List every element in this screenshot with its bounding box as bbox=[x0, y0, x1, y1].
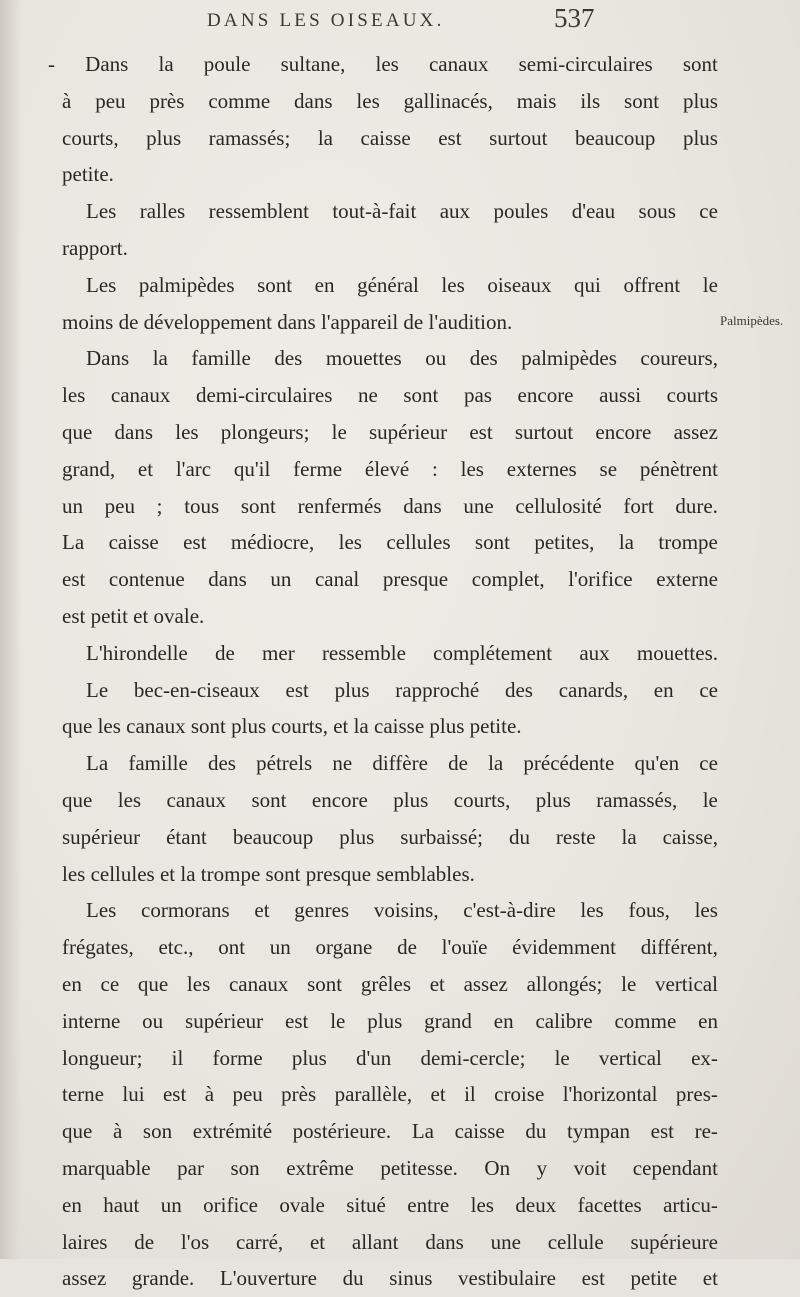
text-line: petite. bbox=[62, 162, 114, 187]
body-text bbox=[48, 46, 718, 1297]
text-line: assez grande. L'ouverture du sinus vestibulaire est petite et bbox=[62, 1266, 718, 1291]
text-line: les canaux demi-circulaires ne sont pas encore aussi courts bbox=[62, 383, 718, 408]
text-line: Les palmipèdes sont en général les oiseaux qui offrent le bbox=[86, 272, 718, 297]
text-line: Les ralles ressemblent tout-à-fait aux poules d'eau sous ce bbox=[86, 199, 718, 224]
text-line: Dans la famille des mouettes ou des palmipèdes coureurs, bbox=[86, 346, 718, 371]
text-line: courts, plus ramassés; la caisse est surtout beaucoup plus bbox=[62, 125, 718, 150]
text-line: Les cormorans et genres voisins, c'est-à-dire les fous, les bbox=[86, 898, 718, 923]
text-line: Le bec-en-ciseaux est plus rapproché des canards, en ce bbox=[86, 677, 718, 702]
margin-note: Palmipèdes. bbox=[720, 313, 784, 328]
text-line: supérieur étant beaucoup plus surbaissé; du reste la caisse, bbox=[62, 824, 718, 849]
text-line: laires de l'os carré, et allant dans une cellule supérieure bbox=[62, 1229, 718, 1254]
text-line: frégates, etc., ont un organe de l'ouïe évidemment différent, bbox=[62, 935, 718, 960]
text-line: que dans les plongeurs; le supérieur est surtout encore assez bbox=[62, 419, 718, 444]
text-line: longueur; il forme plus d'un demi-cercle; le vertical ex- bbox=[62, 1045, 718, 1070]
text-line: grand, et l'arc qu'il ferme élevé : les externes se pénètrent bbox=[62, 456, 718, 481]
text-line: marquable par son extrême petitesse. On y voit cependant bbox=[62, 1155, 718, 1180]
text-line: un peu ; tous sont renfermés dans une cellulosité fort dure. bbox=[62, 493, 718, 518]
text-line: La famille des pétrels ne diffère de la précédente qu'en ce bbox=[86, 751, 718, 776]
text-line: La caisse est médiocre, les cellules sont petites, la trompe bbox=[62, 530, 718, 555]
running-head: DANS LES OISEAUX. bbox=[207, 10, 445, 31]
text-line: L'hirondelle de mer ressemble complétement aux mouettes. bbox=[86, 640, 718, 665]
text-line: que les canaux sont encore plus courts, plus ramassés, le bbox=[62, 787, 718, 812]
page-number: 537 bbox=[554, 3, 595, 33]
text-line: rapport. bbox=[62, 235, 128, 260]
text-line: en haut un orifice ovale situé entre les deux facettes articu- bbox=[62, 1192, 718, 1217]
text-line: est petit et ovale. bbox=[62, 603, 205, 628]
text-line: à peu près comme dans les gallinacés, mais ils sont plus bbox=[62, 88, 718, 113]
binding-shadow bbox=[0, 0, 22, 1259]
text-line: - Dans la poule sultane, les canaux semi-circulaires sont bbox=[48, 52, 718, 76]
text-line: moins de développement dans l'appareil de l'audition. bbox=[62, 309, 513, 334]
text-line: terne lui est à peu près parallèle, et il croise l'horizontal pres- bbox=[62, 1082, 718, 1107]
text-line: que à son extrémité postérieure. La caisse du tympan est re- bbox=[62, 1119, 718, 1144]
text-line: les cellules et la trompe sont presque semblables. bbox=[62, 861, 475, 886]
text-line: interne ou supérieur est le plus grand en calibre comme en bbox=[62, 1008, 718, 1033]
text-line: est contenue dans un canal presque complet, l'orifice externe bbox=[62, 567, 718, 592]
text-line: que les canaux sont plus courts, et la caisse plus petite. bbox=[62, 714, 522, 739]
text-line: en ce que les canaux sont grêles et assez allongés; le vertical bbox=[62, 971, 718, 996]
